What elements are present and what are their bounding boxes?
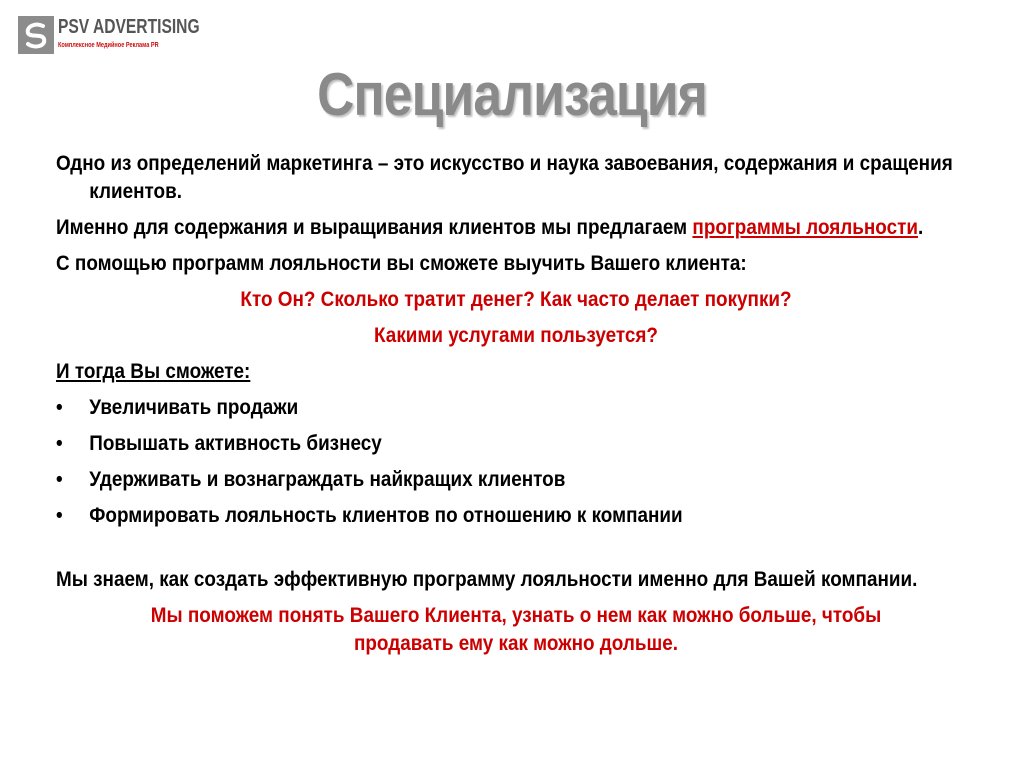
list-item-text: Повышать активность бизнесу: [89, 432, 382, 455]
list-item-text: Удерживать и вознаграждать найкращих клиентов: [89, 468, 566, 491]
list-item-text: Формировать лояльность клиентов по отношению к компании: [89, 504, 683, 527]
offer-text: Именно для содержания и выращивания клиентов мы предлагаем: [56, 216, 693, 239]
paragraph-definition: Одно из определений маркетинга – это искусство и наука завоевания, содержания и сращения клиентов.: [56, 152, 953, 203]
logo-text: [58, 16, 240, 51]
bullet-icon: •: [56, 468, 63, 491]
then-heading-text: И тогда Вы сможете:: [56, 360, 251, 383]
list-item: [56, 394, 998, 422]
paragraph-we-know: Мы знаем, как создать эффективную программу лояльности именно для Вашей компании.: [56, 568, 918, 591]
logo-tagline: Комплексное Медийное Реклама PR: [58, 42, 159, 49]
loyalty-programs-link[interactable]: программы лояльности: [692, 216, 919, 239]
bullet-icon: •: [56, 432, 63, 455]
paragraph-learn-client: С помощью программ лояльности вы сможете выучить Вашего клиента:: [56, 252, 747, 275]
list-item: [56, 466, 998, 494]
logo-brand: PSV ADVERTISING: [58, 16, 200, 38]
list-item-text: Увеличивать продажи: [89, 396, 299, 419]
offer-period: .: [918, 216, 924, 239]
bullet-icon: •: [56, 504, 63, 527]
page-title: Специализация: [317, 61, 707, 128]
then-heading: [56, 358, 998, 386]
benefits-list: [56, 394, 976, 530]
company-logo: [18, 16, 240, 56]
paragraph-we-help: Мы поможем понять Вашего Клиента, узнать о нем как можно больше, чтобы продавать ему как можно дольше.: [150, 604, 882, 655]
list-item: [56, 430, 998, 458]
list-item: [56, 502, 998, 530]
slide-body: [56, 150, 976, 666]
question-line-1: Кто Он? Сколько тратит денег? Как часто делает покупки?: [240, 288, 792, 311]
spacer: [56, 538, 976, 566]
paragraph-offer: [56, 214, 998, 242]
bullet-icon: •: [56, 396, 63, 419]
question-line-2: Какими услугами пользуется?: [374, 324, 658, 347]
s-swirl-icon: [18, 16, 54, 54]
